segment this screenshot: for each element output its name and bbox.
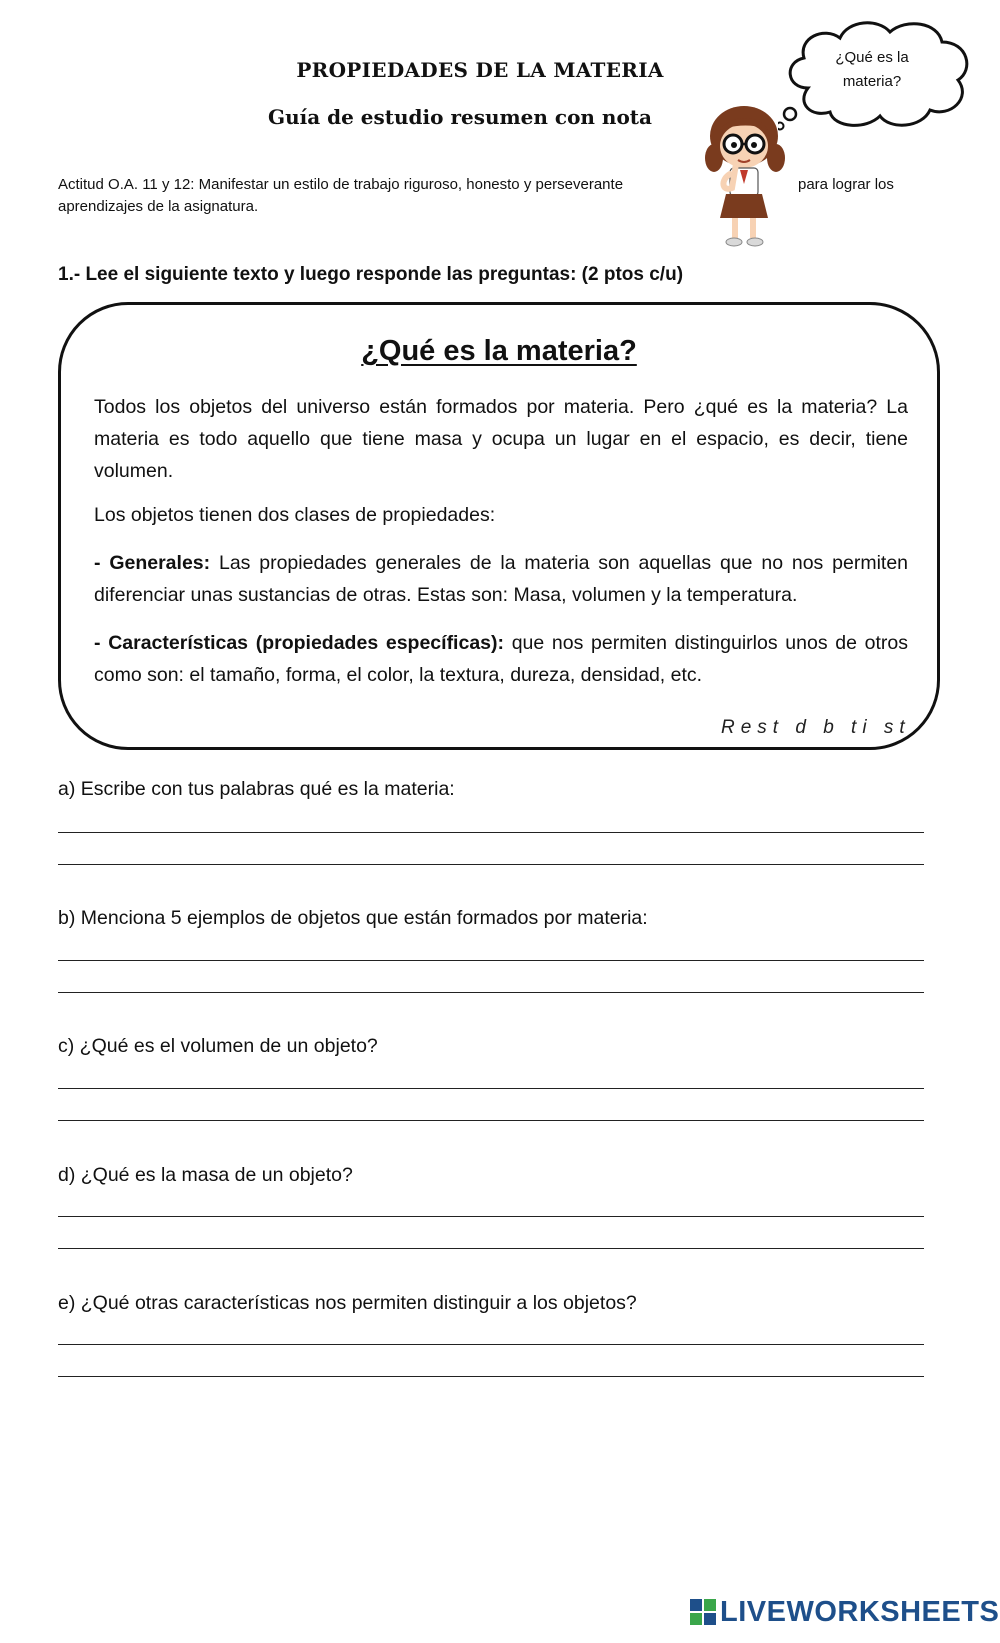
answer-line-e2[interactable] <box>58 1376 924 1377</box>
answer-line-d2[interactable] <box>58 1248 924 1249</box>
reading-paragraph-general <box>94 547 908 611</box>
thinking-girl-illustration <box>700 100 790 250</box>
reading-paragraph-specific <box>94 627 908 691</box>
specific-text: que nos permiten distinguirlos unos de otros como son: el tamaño, forma, el color, la textura, dureza, densidad, etc. <box>94 632 908 686</box>
reading-title: ¿Qué es la materia? <box>361 335 637 367</box>
question-1-instruction: 1.- Lee el siguiente texto y luego responde las preguntas: (2 ptos c/u) <box>58 264 684 285</box>
answer-line-a2[interactable] <box>58 864 924 865</box>
worksheet-subtitle: Guía de estudio resumen con nota <box>267 105 652 129</box>
attitude-text-line1-end: para lograr los <box>798 176 894 193</box>
logo-text: LIVEWORKSHEETS <box>720 1596 1000 1628</box>
reading-box <box>58 302 940 750</box>
question-c: c) ¿Qué es el volumen de un objeto? <box>58 1035 378 1057</box>
attitude-text-line1: Actitud O.A. 11 y 12: Manifestar un estilo de trabajo riguroso, honesto y perseverante <box>58 176 624 193</box>
answer-line-c2[interactable] <box>58 1120 924 1121</box>
question-a: a) Escribe con tus palabras qué es la materia: <box>58 778 455 800</box>
answer-line-a1[interactable] <box>58 832 924 833</box>
general-label: - Generales: <box>94 552 211 574</box>
general-text: Las propiedades generales de la materia son aquellas que no nos permiten diferenciar unas sustancias de otras. Estas son: Masa, volumen y la temperatura. <box>94 552 909 606</box>
clipped-text: Rest d b ti st <box>721 717 911 738</box>
specific-label: - Características (propiedades específicas): <box>94 632 504 654</box>
reading-paragraph-2: Los objetos tienen dos clases de propiedades: <box>94 504 496 526</box>
reading-paragraph-1: Todos los objetos del universo están formados por materia. Pero ¿qué es la materia? La materia es todo aquello que tiene masa y ocupa un lugar en el espacio, es decir, tiene volumen. <box>94 396 908 482</box>
attitude-text-line2: aprendizajes de la asignatura. <box>58 198 259 215</box>
answer-line-d1[interactable] <box>58 1216 924 1217</box>
question-e: e) ¿Qué otras características nos permiten distinguir a los objetos? <box>58 1292 637 1314</box>
answer-line-b1[interactable] <box>58 960 924 961</box>
logo-grid-icon <box>690 1599 716 1625</box>
bubble-text <box>812 46 932 94</box>
answer-line-e1[interactable] <box>58 1344 924 1345</box>
bubble-line-1: ¿Qué es la <box>835 49 909 66</box>
question-b: b) Menciona 5 ejemplos de objetos que están formados por materia: <box>58 907 648 929</box>
bubble-line-2: materia? <box>842 73 902 90</box>
answer-line-c1[interactable] <box>58 1088 924 1089</box>
worksheet-title: PROPIEDADES DE LA MATERIA <box>296 58 664 82</box>
answer-line-b2[interactable] <box>58 992 924 993</box>
question-d: d) ¿Qué es la masa de un objeto? <box>58 1164 353 1186</box>
